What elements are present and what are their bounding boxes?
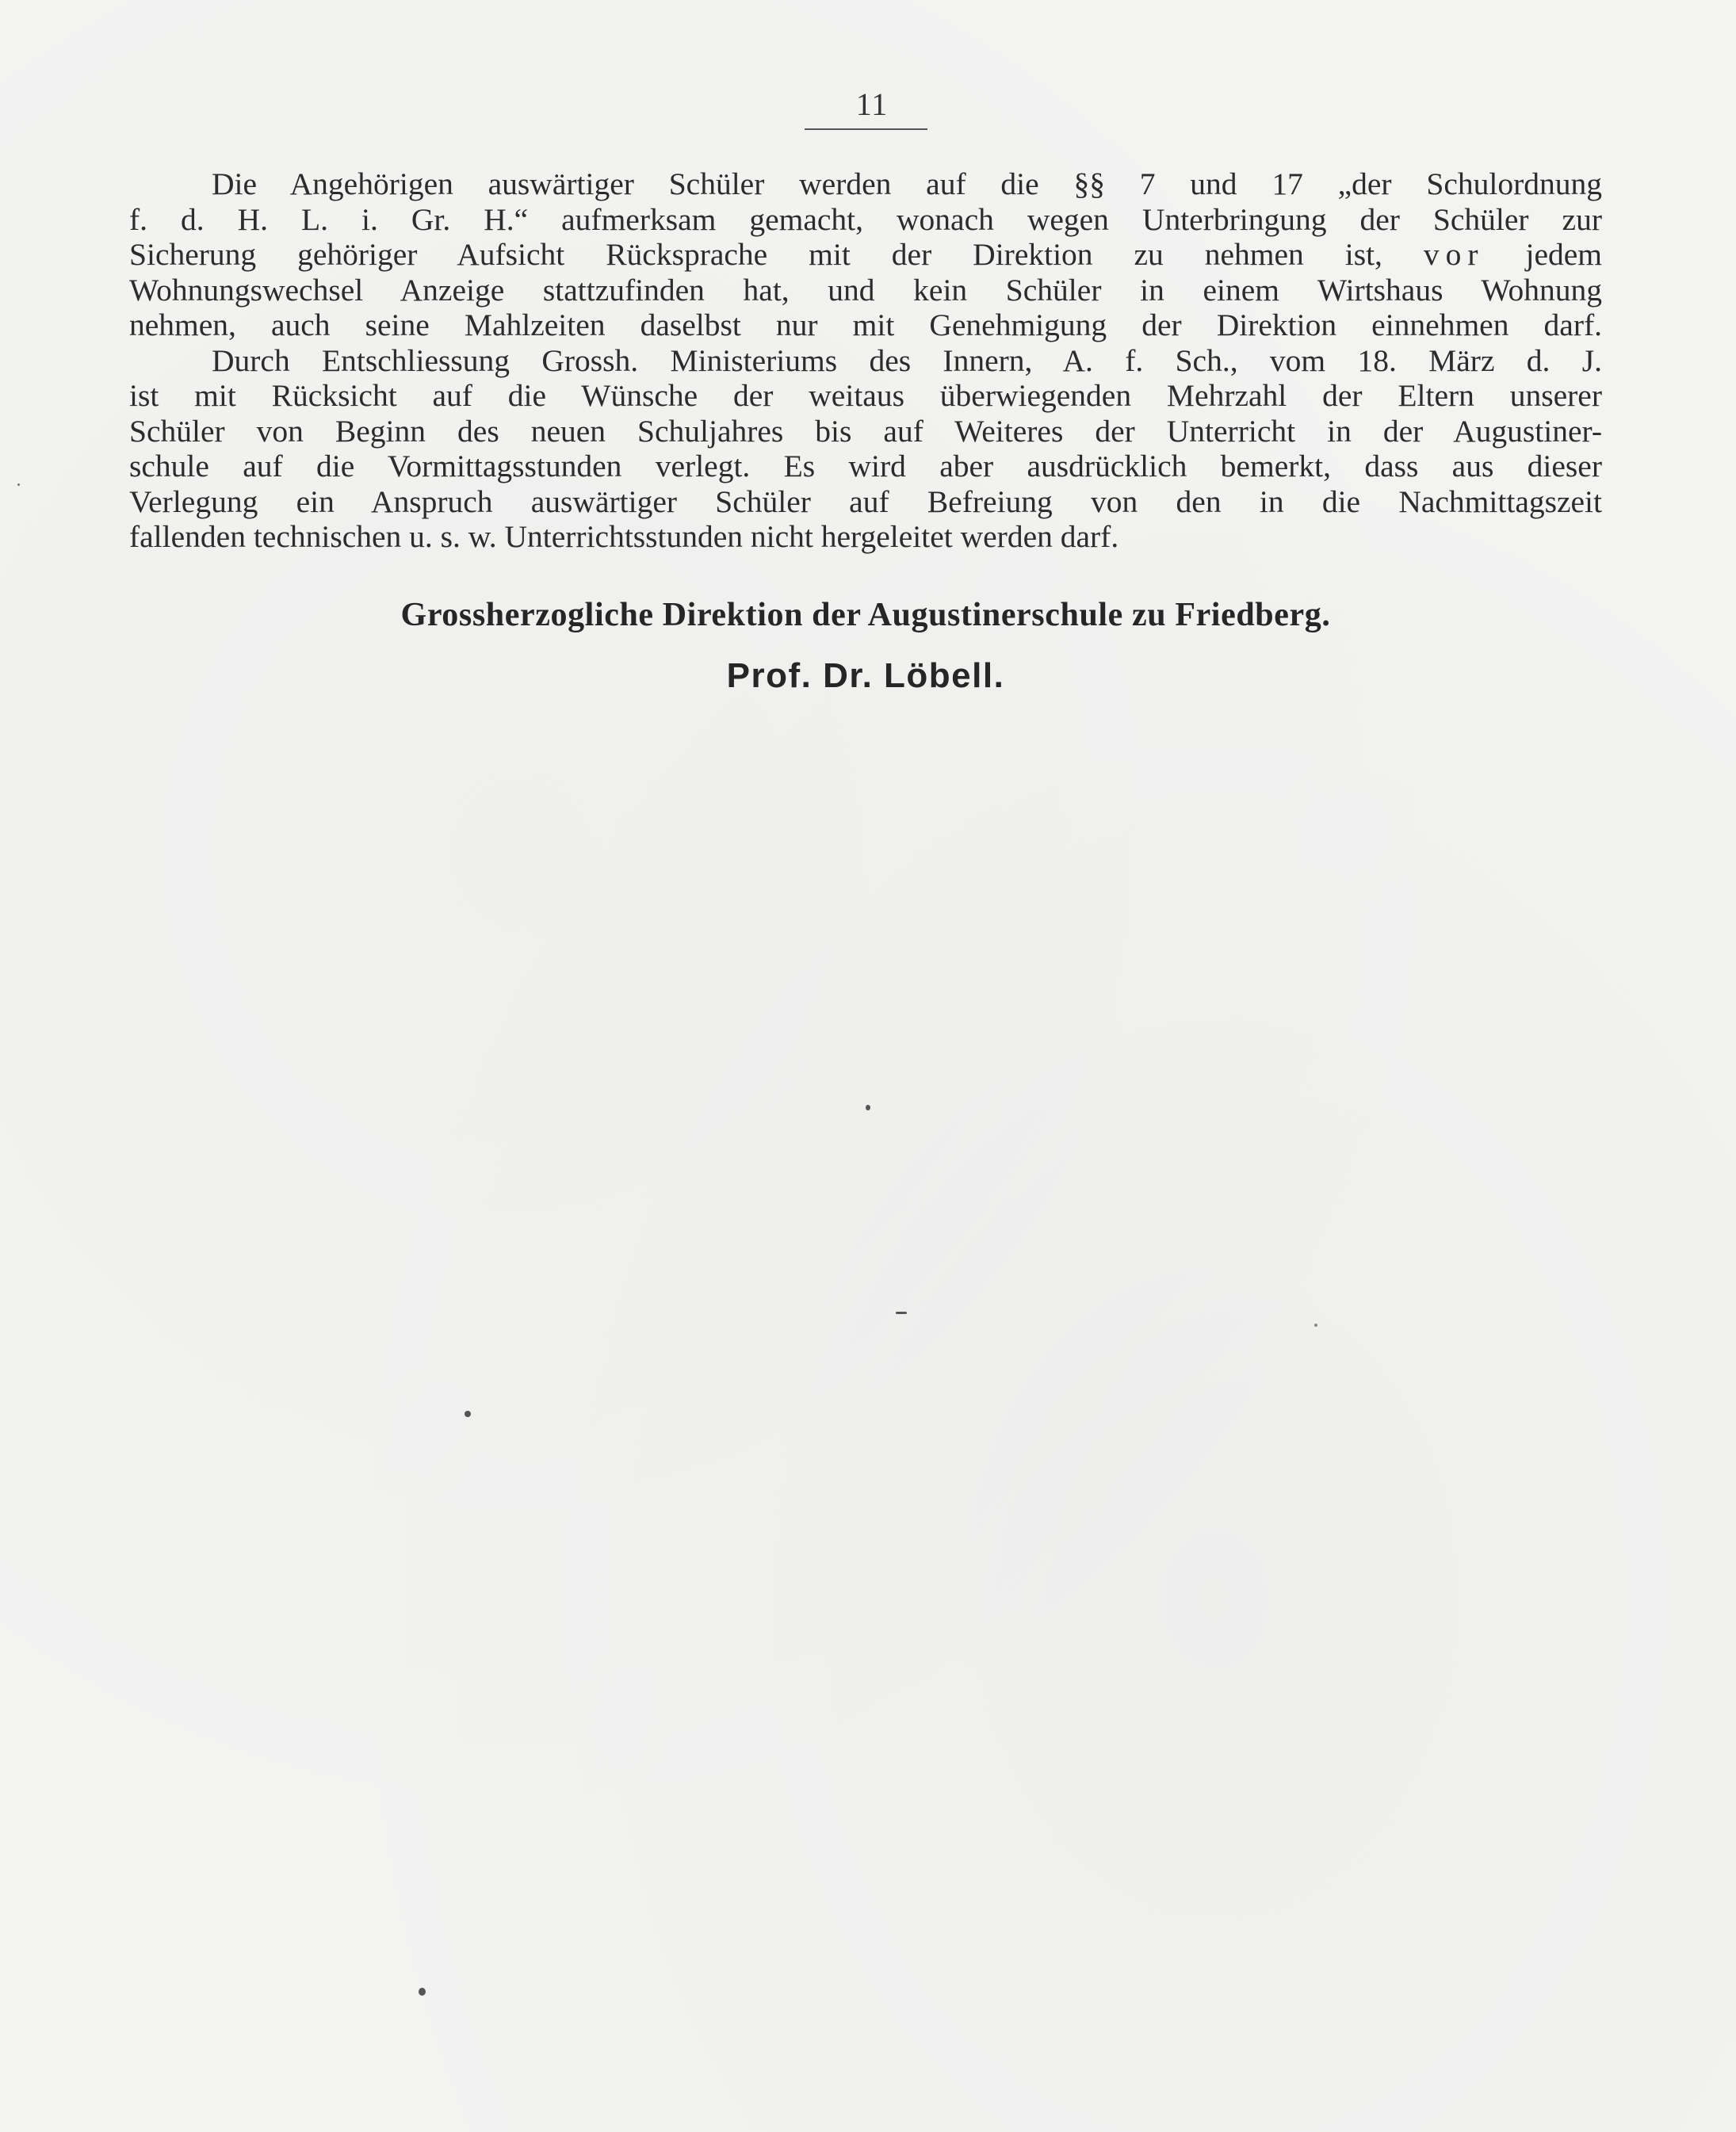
text-segment: Sicherung gehöriger Aufsicht Rücksprache mit der Direktion zu nehmen ist, <box>129 237 1382 272</box>
scan-speck <box>896 1312 907 1314</box>
text-line: f. d. H. L. i. Gr. H.“ aufmerksam gemacht, wonach wegen Unterbringung der Schüler zur <box>129 201 1602 237</box>
text-line: fallenden technischen u. s. w. Unterrichtsstunden nicht hergeleitet werden darf. <box>129 519 1119 554</box>
scan-speck <box>1314 1324 1317 1327</box>
text-line: ist mit Rücksicht auf die Wünsche der weitaus überwiegenden Mehrzahl der Eltern unserer <box>129 378 1602 413</box>
signature-name: Prof. Dr. Löbell. <box>726 656 1005 695</box>
text-line <box>129 237 1602 273</box>
body-text <box>129 166 1602 555</box>
emphasized-word: vor <box>1423 237 1485 272</box>
scan-speck <box>419 1988 426 1996</box>
text-line: Verlegung ein Anspruch auswärtiger Schüler auf Befreiung von den in die Nachmittagszeit <box>129 483 1602 519</box>
scan-speck <box>17 483 20 486</box>
text-line: nehmen, auch seine Mahlzeiten daselbst nur mit Genehmigung der Direktion einnehmen darf. <box>129 308 1602 342</box>
text-line: Die Angehörigen auswärtiger Schüler werden auf die §§ 7 und 17 „der Schulordnung <box>212 166 1602 201</box>
text-segment: jedem <box>1525 237 1602 272</box>
scan-speck <box>866 1105 870 1110</box>
page-number-rule <box>805 128 927 130</box>
page-number: 11 <box>855 86 889 122</box>
scan-speck <box>465 1411 471 1417</box>
text-line: schule auf die Vormittagsstunden verlegt. Es wird aber ausdrücklich bemerkt, dass aus dieser <box>129 449 1602 483</box>
text-line: Durch Entschliessung Grossh. Ministeriums des Innern, A. f. Sch., vom 18. März d. J. <box>212 342 1602 378</box>
signature-organization: Grossherzogliche Direktion der Augustinerschule zu Friedberg. <box>400 597 1331 633</box>
text-line: Wohnungswechsel Anzeige stattzufinden hat, und kein Schüler in einem Wirtshaus Wohnung <box>129 272 1602 308</box>
text-line: Schüler von Beginn des neuen Schuljahres bis auf Weiteres der Unterricht in der Augustiner- <box>129 413 1602 449</box>
